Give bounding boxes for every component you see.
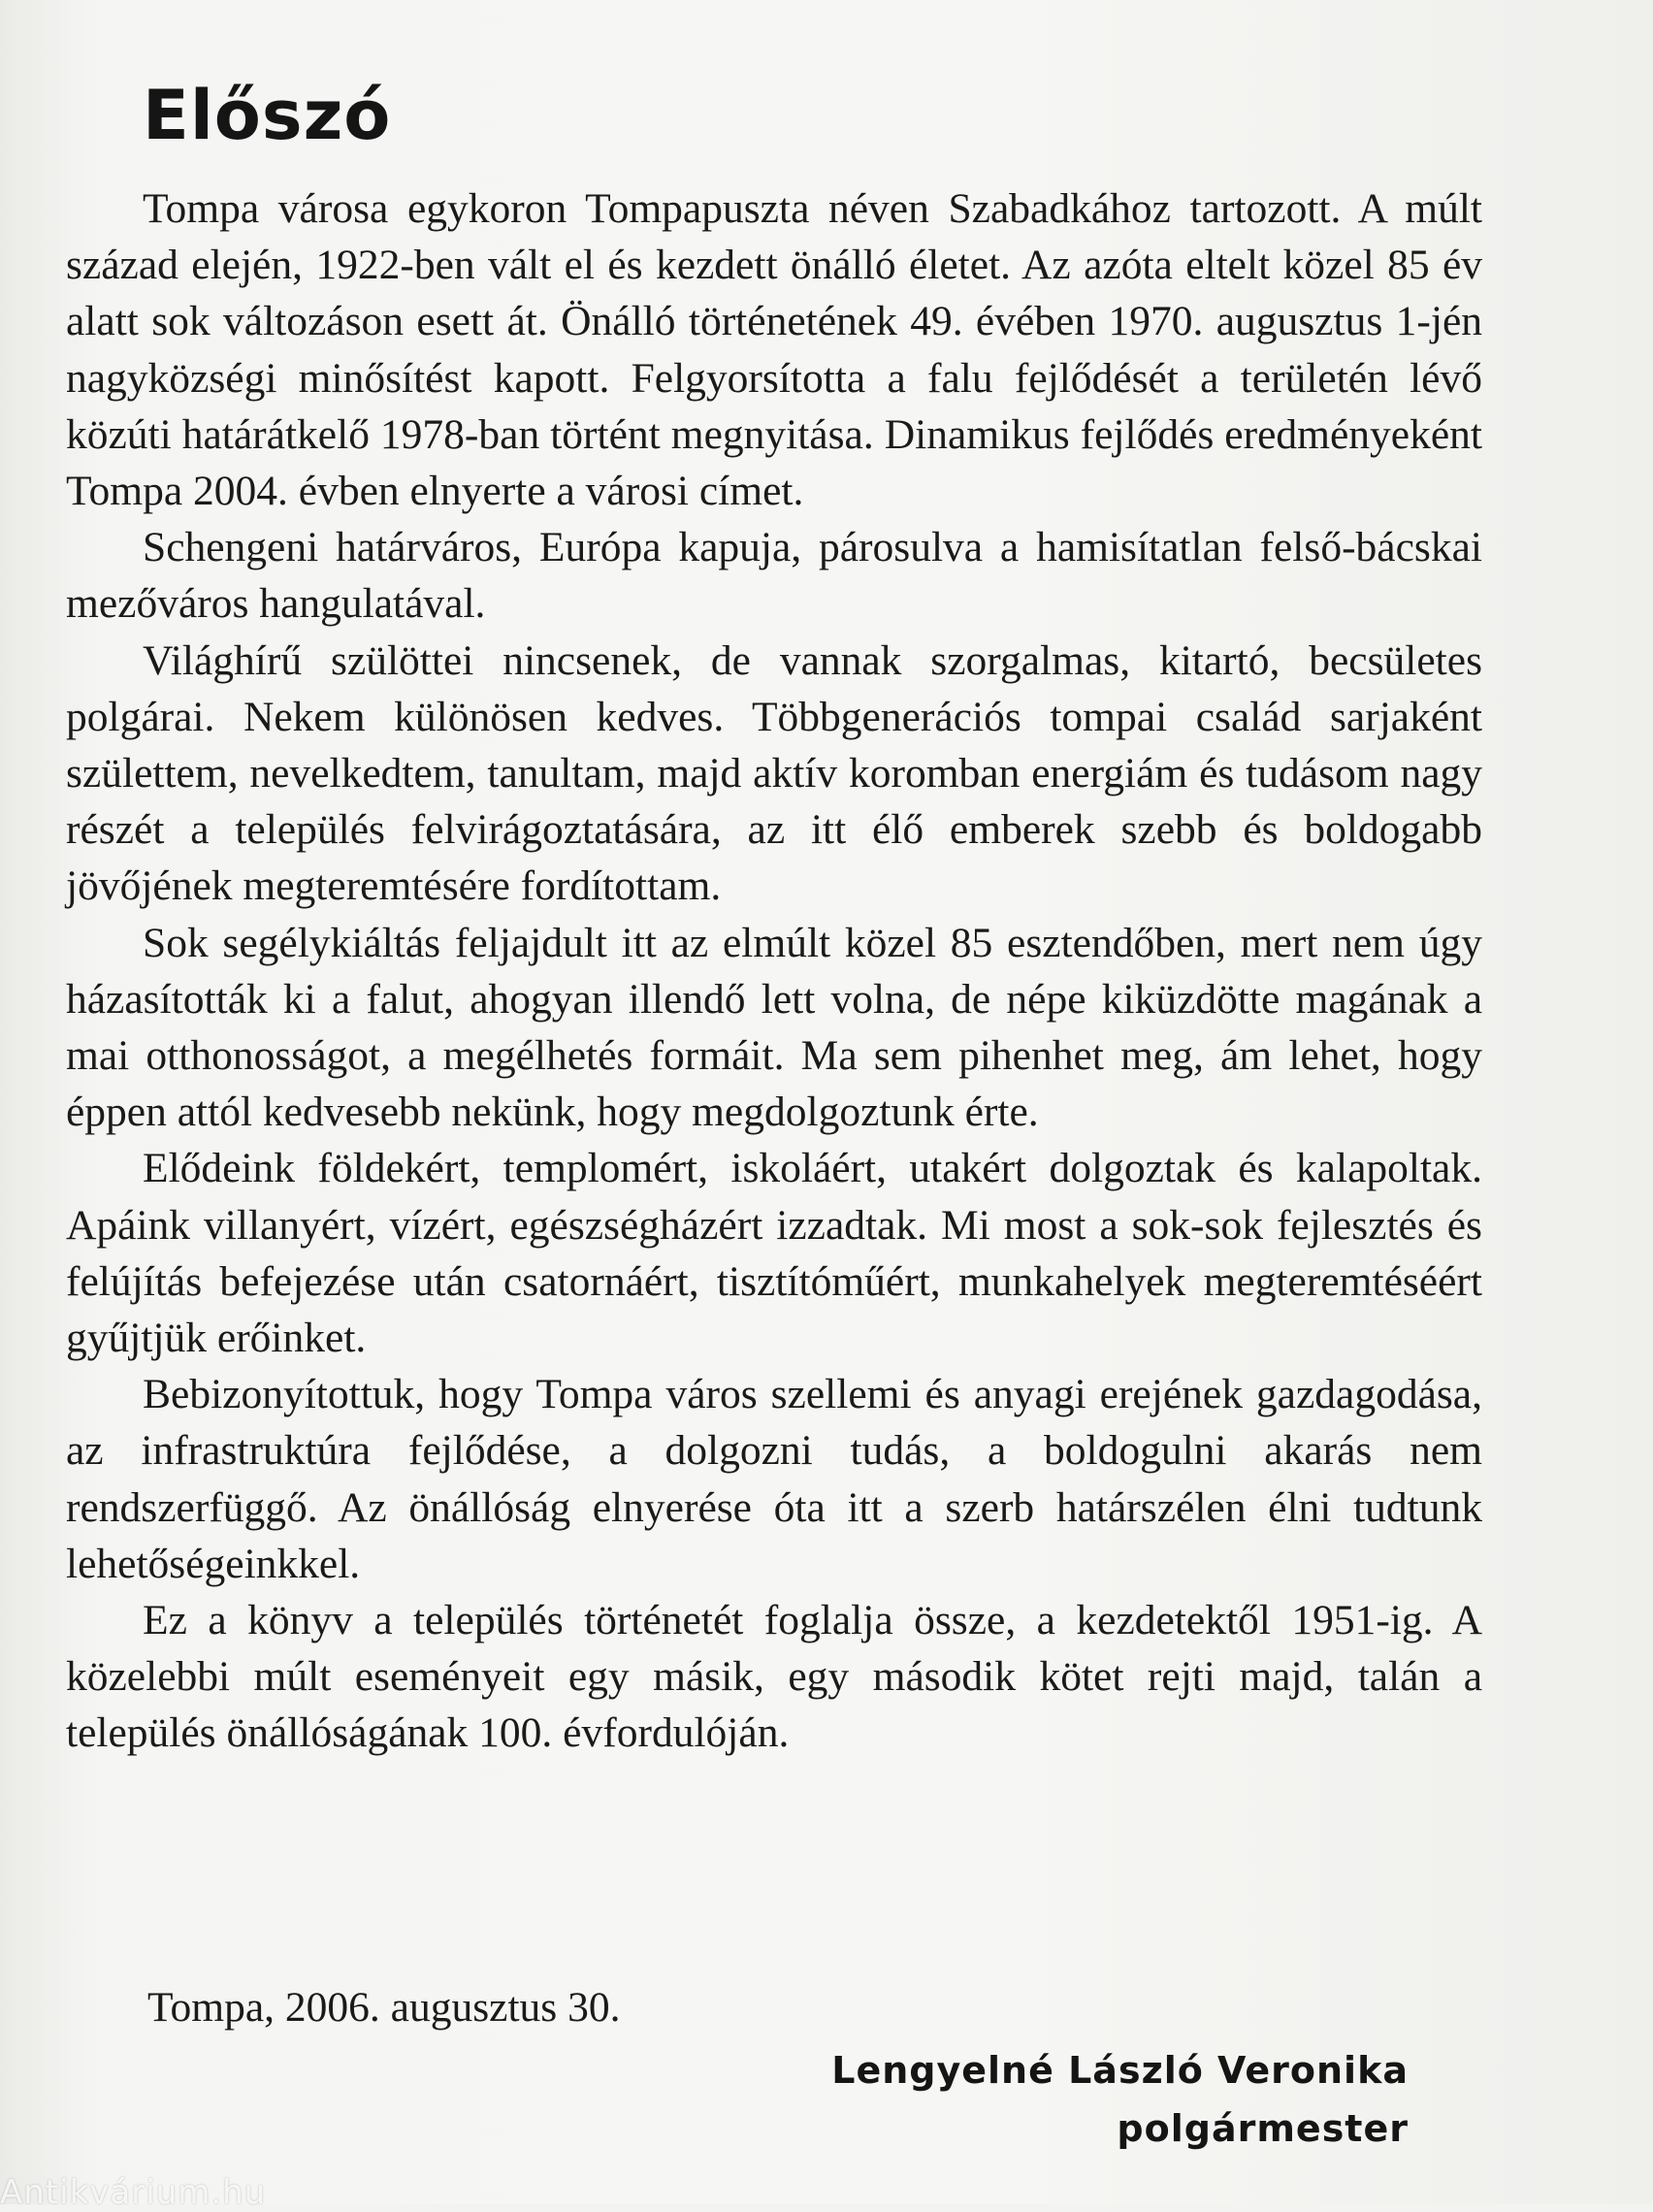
- foreword-body: [66, 180, 1482, 1762]
- page-title: Előszó: [143, 76, 392, 155]
- signatory-name: Lengyelné László Veronika: [831, 2049, 1409, 2092]
- paragraph: Bebizonyítottuk, hogy Tompa város szellemi és anyagi erejének gazdagodása, az infrastruktúra fejlődése, a dolgozni tudás, a boldogulni akarás nem rendszerfüggő. Az önállóság elnyerése óta itt a szerb határszélen élni tudtunk lehetőségeinkkel.: [66, 1371, 1482, 1587]
- paragraph: Elődeink földekért, templomért, iskoláért, utakért dolgoztak és kalapoltak. Apáink villanyért, vízért, egészségházért izzadtak. Mi most a sok-sok fejlesztés és felújítás befejezése után csatornáért, tisztítóműért, munkahelyek megteremtéséért gyűjtjük erőinket.: [66, 1145, 1482, 1362]
- paragraph: Világhírű szülöttei nincsenek, de vannak szorgalmas, kitartó, becsületes polgárai. Nekem különösen kedves. Többgenerációs tompai család sarjaként születtem, nevelkedtem, tanultam, majd aktív koromban energiám és tudásom nagy részét a település felvirágoztatására, az itt élő emberek szebb és boldogabb jövőjének megteremtésére fordítottam.: [66, 636, 1482, 910]
- paragraph: Ez a könyv a település történetét foglalja össze, a kezdetektől 1951-ig. A közelebbi múlt eseményeit egy másik, egy második kötet rejti majd, talán a település önállóságának 100. évfordulóján.: [66, 1597, 1482, 1757]
- paragraph: Sok segélykiáltás feljajdult itt az elmúlt közel 85 esztendőben, mert nem úgy házasították ki a falut, ahogyan illendő lett volna, de népe kiküzdötte magának a mai otthonosságot, a megélhetés formáit. Ma sem pihenhet meg, ám lehet, hogy éppen attól kedvesebb nekünk, hogy megdolgoztunk érte.: [66, 919, 1482, 1136]
- place-and-date: Tompa, 2006. augusztus 30.: [147, 1984, 621, 2031]
- signatory-role: polgármester: [1117, 2107, 1409, 2150]
- watermark: Antikvárium.hu: [0, 2173, 267, 2212]
- paragraph: Schengeni határváros, Európa kapuja, párosulva a hamisítatlan felső-bácskai mezőváros hangulatával.: [66, 524, 1482, 628]
- signature-block: [831, 2041, 1409, 2158]
- paragraph: Tompa városa egykoron Tompapuszta néven Szabadkához tartozott. A múlt század elején, 1922-ben vált el és kezdett önálló életet. Az azóta eltelt közel 85 év alatt sok változáson esett át. Önálló történetének 49. évében 1970. augusztus 1-jén nagyközségi minősítést kapott. Felgyorsította a falu fejlődését a területén lévő közúti határátkelő 1978-ban történt megnyitása. Dinamikus fejlődés eredményeként Tompa 2004. évben elnyerte a városi címet.: [66, 185, 1482, 515]
